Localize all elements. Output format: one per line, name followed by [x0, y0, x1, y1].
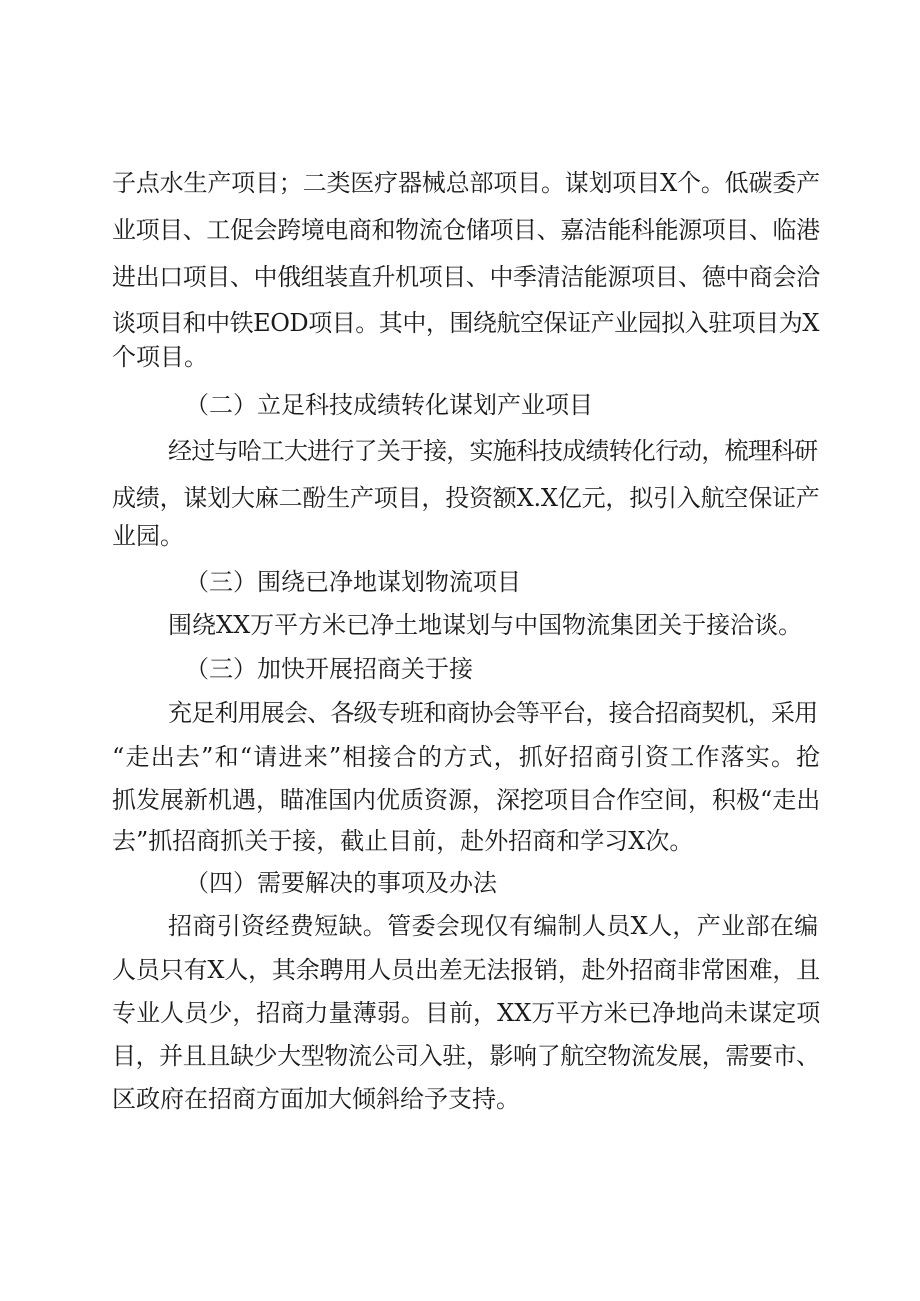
body-line: 区政府在招商方面加大倾斜给予支持。: [112, 1085, 520, 1113]
body-line: 谈项目和中铁EOD项目。其中，围绕航空保证产业园拟入驻项目为X: [112, 309, 819, 337]
body-line: 经过与哈工大进行了关于接，实施科技成绩转化行动，梳理科研: [168, 437, 818, 465]
body-line: 进出口项目、中俄组装直升机项目、中季清洁能源项目、德中商会洽: [112, 263, 820, 291]
section-heading-3a: （三）围绕已净地谋划物流项目: [185, 568, 521, 596]
body-line: 成绩，谋划大麻二酚生产项目，投资额X.X亿元，拟引入航空保证产: [112, 484, 820, 512]
body-line: 围绕XX万平方米已净土地谋划与中国物流集团关于接洽谈。: [168, 611, 803, 639]
body-line: 业项目、工促会跨境电商和物流仓储项目、嘉洁能科能源项目、临港: [112, 216, 820, 244]
body-line: 人员只有X人，其余聘用人员出差无法报销，赴外招商非常困难，且: [112, 956, 820, 984]
section-heading-2: （二）立足科技成绩转化谋划产业项目: [185, 391, 593, 419]
body-line: 充足利用展会、各级专班和商协会等平台，接合招商契机，采用: [168, 699, 818, 727]
body-line: 个项目。: [112, 343, 208, 371]
section-heading-3b: （三）加快开展招商关于接: [185, 655, 473, 683]
body-line: 子点水生产项目；二类医疗器械总部项目。谋划项目X个。低碳委产: [112, 169, 820, 197]
body-line: 业园。: [112, 522, 184, 550]
body-line: 招商引资经费短缺。管委会现仅有编制人员X人，产业部在编: [168, 912, 819, 940]
body-line: “走出去”和“请进来”相接合的方式，抓好招商引资工作落实。抢: [112, 743, 822, 771]
body-line: 抓发展新机遇，瞄准国内优质资源，深挖项目合作空间，积极“走出: [112, 786, 821, 814]
body-line: 去”抓招商抓关于接，截止目前，赴外招商和学习X次。: [112, 827, 694, 855]
section-heading-4: （四）需要解决的事项及办法: [185, 869, 497, 897]
body-line: 专业人员少，招商力量薄弱。目前，XX万平方米已净地尚未谋定项: [112, 999, 821, 1027]
body-line: 目，并且且缺少大型物流公司入驻，影响了航空物流发展，需要市、: [112, 1042, 820, 1070]
